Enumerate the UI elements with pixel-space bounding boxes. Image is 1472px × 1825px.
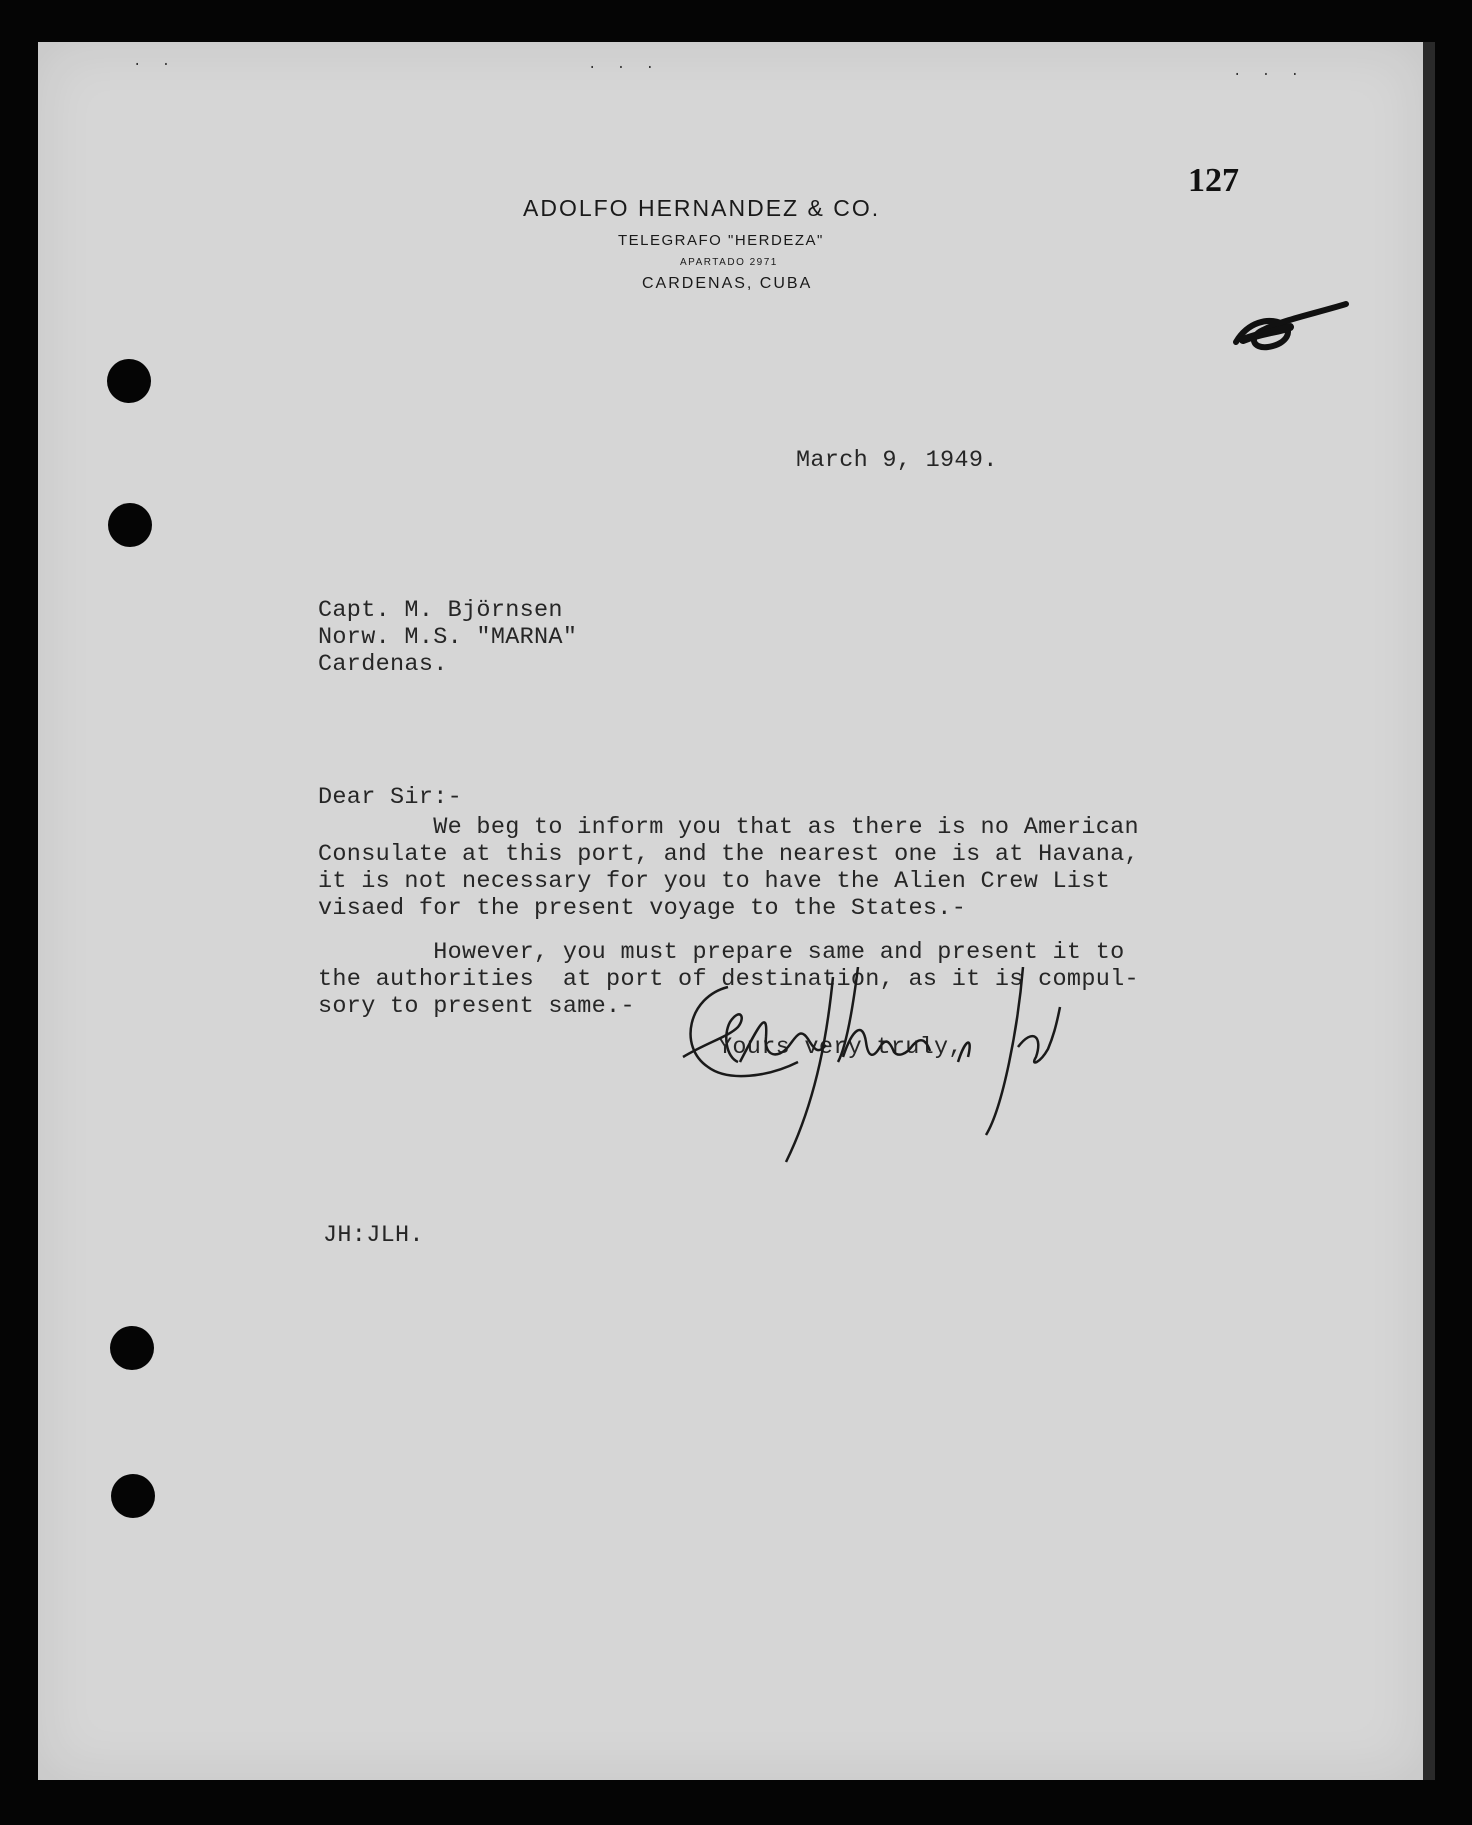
punch-hole [107,359,151,403]
letter-date: March 9, 1949. [796,447,998,474]
body-line: sory to present same.- [318,993,635,1020]
closing: Yours very truly, [718,1034,963,1061]
body-line: visaed for the present voyage to the States.- [318,895,967,922]
ink-scribble-mark [1228,292,1358,362]
letterhead-po-box: APARTADO 2971 [680,257,778,268]
page-number: 127 [1188,162,1239,199]
letterhead-city: CARDENAS, CUBA [642,275,813,292]
salutation: Dear Sir:- [318,784,463,811]
scan-speck: · · · [588,60,661,76]
typist-initials: JH:JLH. [323,1222,424,1249]
body-line: Consulate at this port, and the nearest one is at Havana, [318,841,1139,868]
punch-hole [108,503,152,547]
letterhead-telegraph: TELEGRAFO "HERDEZA" [618,232,824,249]
scan-speck: · · [133,57,177,73]
body-line: it is not necessary for you to have the Alien Crew List [318,868,1111,895]
scan-speck: · · · [1233,67,1306,83]
recipient-line: Norw. M.S. "MARNA" [318,624,578,651]
punch-hole [111,1474,155,1518]
letterhead-company: ADOLFO HERNANDEZ & CO. [523,195,881,221]
body-paragraph-1 [318,814,1139,922]
handwritten-signature [668,967,1088,1167]
recipient-line: Capt. M. Björnsen [318,597,563,624]
body-line: the authorities at port of destination, as it is compul- [318,966,1139,993]
body-line: We beg to inform you that as there is no American [318,814,1139,841]
body-line: However, you must prepare same and present it to [318,939,1125,966]
recipient-address [318,597,577,678]
recipient-line: Cardenas. [318,651,448,678]
punch-hole [110,1326,154,1370]
letter-page [38,42,1423,1780]
page-edge-shadow [1423,42,1435,1780]
